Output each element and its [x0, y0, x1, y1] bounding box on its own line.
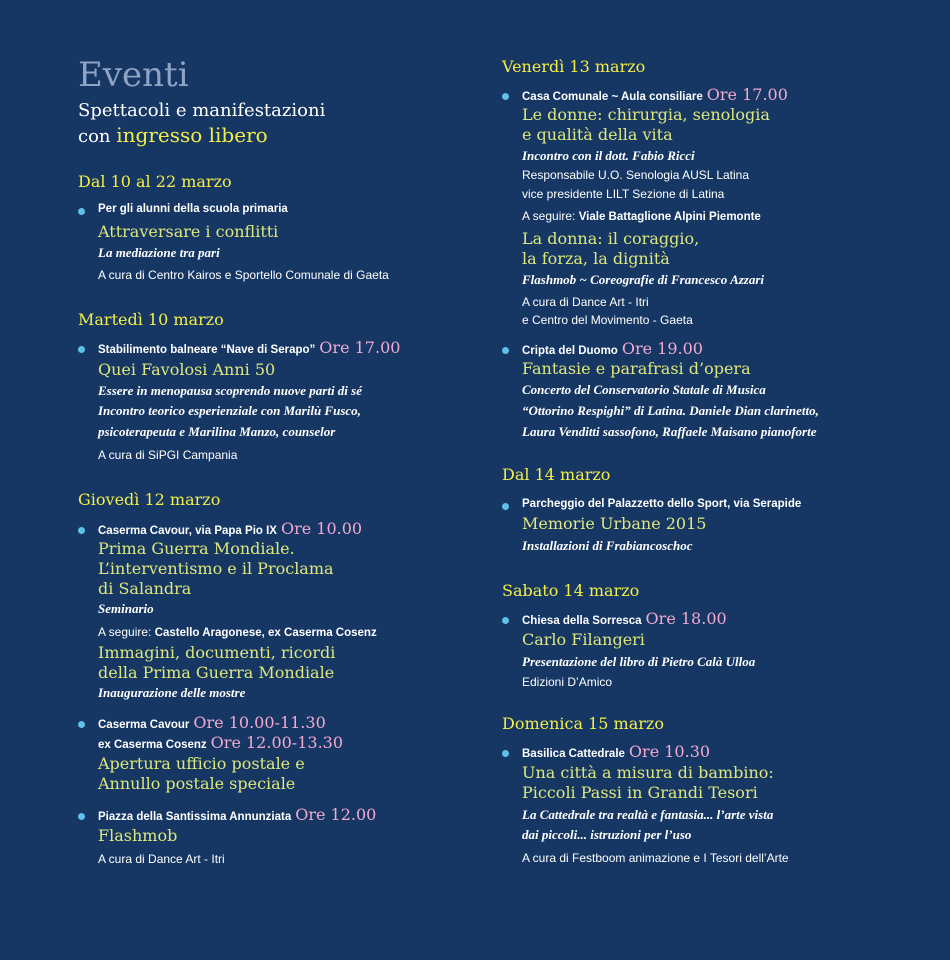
event-location: Caserma Cavour	[98, 719, 190, 731]
event-title: e qualità della vita	[522, 125, 673, 144]
event-title: Apertura ufficio postale e	[98, 754, 305, 773]
page-title: Eventi	[78, 55, 189, 95]
date-heading: Dal 10 al 22 marzo	[78, 172, 232, 191]
event-time: Ore 18.00	[645, 609, 727, 628]
bullet-icon	[78, 813, 85, 820]
bullet-icon	[78, 208, 85, 215]
event-organizer: A cura di Festboom animazione e I Tesori dell’Arte	[522, 851, 789, 865]
event-title: di Salandra	[98, 579, 192, 598]
event-title: della Prima Guerra Mondiale	[98, 663, 335, 682]
event-description: Flashmob ~ Coreografie di Francesco Azzari	[522, 272, 765, 287]
event-time: Ore 10.30	[628, 742, 711, 761]
event-time: Ore 19.00	[621, 339, 703, 358]
page-subtitle	[78, 99, 325, 149]
event-description: Incontro con il dott. Fabio Ricci	[522, 148, 695, 163]
event-organizer: A cura di Centro Kairos e Sportello Comunale di Gaeta	[98, 268, 389, 282]
event-description: Laura Venditti sassofono, Raffaele Maisano pianoforte	[522, 424, 817, 439]
event-title: Le donne: chirurgia, senologia	[522, 105, 770, 124]
event-title: Memorie Urbane 2015	[522, 514, 707, 533]
event-description: Presentazione del libro di Pietro Calà Ulloa	[522, 654, 756, 669]
event-time: Ore 17.00	[319, 338, 401, 357]
event-description: dai piccoli... istruzioni per l’uso	[522, 827, 692, 842]
event-description: Incontro teorico esperienziale con Marilù Fusco,	[98, 403, 361, 418]
bullet-icon	[78, 346, 85, 353]
event-followup: A seguire: Viale Battaglione Alpini Piemonte	[522, 209, 761, 223]
bullet-icon	[78, 527, 85, 534]
subtitle-line-2: con ingresso libero	[78, 123, 268, 147]
event-title: L’interventismo e il Proclama	[98, 559, 334, 578]
event-description: La Cattedrale tra realtà e fantasia... l’arte vista	[522, 807, 774, 822]
event-description: psicoterapeuta e Marilina Manzo, counselor	[98, 424, 336, 439]
event-title: Carlo Filangeri	[522, 630, 645, 649]
event-organizer: A cura di SiPGI Campania	[98, 448, 238, 462]
event-location: Chiesa della Sorresca	[522, 615, 642, 627]
date-heading: Martedì 10 marzo	[78, 310, 224, 329]
event-info: vice presidente LILT Sezione di Latina	[522, 187, 725, 201]
event-location: Casa Comunale ~ Aula consiliare	[522, 91, 703, 103]
event-location: Parcheggio del Palazzetto dello Sport, via Serapide	[522, 498, 802, 510]
event-time: Ore 17.00	[706, 85, 788, 104]
subtitle-line-1: Spettacoli e manifestazioni	[78, 100, 326, 121]
date-heading: Sabato 14 marzo	[502, 581, 640, 600]
followup-location: Castello Aragonese, ex Caserma Cosenz	[154, 627, 377, 639]
event-organizer: e Centro del Movimento - Gaeta	[522, 313, 693, 327]
event-time: Ore 10.00-11.30	[193, 713, 326, 732]
bullet-icon	[502, 617, 509, 624]
event-description: Inaugurazione delle mostre	[98, 685, 246, 700]
event-title: Piccoli Passi in Grandi Tesori	[522, 783, 758, 802]
event-info: Responsabile U.O. Senologia AUSL Latina	[522, 168, 750, 182]
bullet-icon	[502, 93, 509, 100]
event-title: Una città a misura di bambino:	[522, 763, 774, 782]
bullet-icon	[502, 750, 509, 757]
event-followup: A seguire: Castello Aragonese, ex Caserma Cosenz	[98, 625, 377, 639]
event-organizer: A cura di Dance Art - Itri	[98, 852, 225, 866]
subtitle-highlight: ingresso libero	[116, 123, 268, 147]
event-title: Fantasie e parafrasi d’opera	[522, 359, 751, 378]
date-heading: Domenica 15 marzo	[502, 714, 664, 733]
event-description: La mediazione tra pari	[98, 245, 220, 260]
event-title: la forza, la dignità	[522, 249, 670, 268]
date-heading: Dal 14 marzo	[502, 465, 611, 484]
event-title: Immagini, documenti, ricordi	[98, 643, 336, 662]
date-heading: Giovedì 12 marzo	[78, 490, 221, 509]
event-location: Per gli alunni della scuola primaria	[98, 203, 288, 215]
bullet-icon	[78, 721, 85, 728]
event-title: Quei Favolosi Anni 50	[98, 360, 276, 379]
event-title: Attraversare i conflitti	[98, 222, 279, 241]
event-description: Essere in menopausa scoprendo nuove parti di sé	[98, 383, 362, 398]
event-organizer: A cura di Dance Art - Itri	[522, 295, 649, 309]
followup-location: Viale Battaglione Alpini Piemonte	[578, 211, 761, 223]
bullet-icon	[502, 347, 509, 354]
event-description: Concerto del Conservatorio Statale di Musica	[522, 382, 766, 397]
event-description: Seminario	[98, 601, 154, 616]
event-title: Annullo postale speciale	[98, 774, 296, 793]
event-organizer: Edizioni D’Amico	[522, 675, 613, 689]
event-location: ex Caserma Cosenz	[98, 739, 207, 751]
event-title: Flashmob	[98, 826, 178, 845]
event-location: Basilica Cattedrale	[522, 748, 625, 760]
event-title: La donna: il coraggio,	[522, 229, 700, 248]
date-heading: Venerdì 13 marzo	[502, 57, 646, 76]
event-location: Cripta del Duomo	[522, 345, 618, 357]
bullet-icon	[502, 503, 509, 510]
event-description: “Ottorino Respighi” di Latina. Daniele Dian clarinetto,	[522, 403, 819, 418]
event-location: Piazza della Santissima Annunziata	[98, 811, 292, 823]
event-location: Caserma Cavour, via Papa Pio IX	[98, 525, 277, 537]
event-location: Stabilimento balneare “Nave di Serapo”	[98, 344, 316, 356]
event-description: Installazioni di Frabiancoschoc	[522, 538, 693, 553]
event-title: Prima Guerra Mondiale.	[98, 539, 295, 558]
event-time: Ore 12.00	[295, 805, 377, 824]
event-time: Ore 10.00	[280, 519, 363, 538]
event-time: Ore 12.00-13.30	[210, 733, 344, 752]
